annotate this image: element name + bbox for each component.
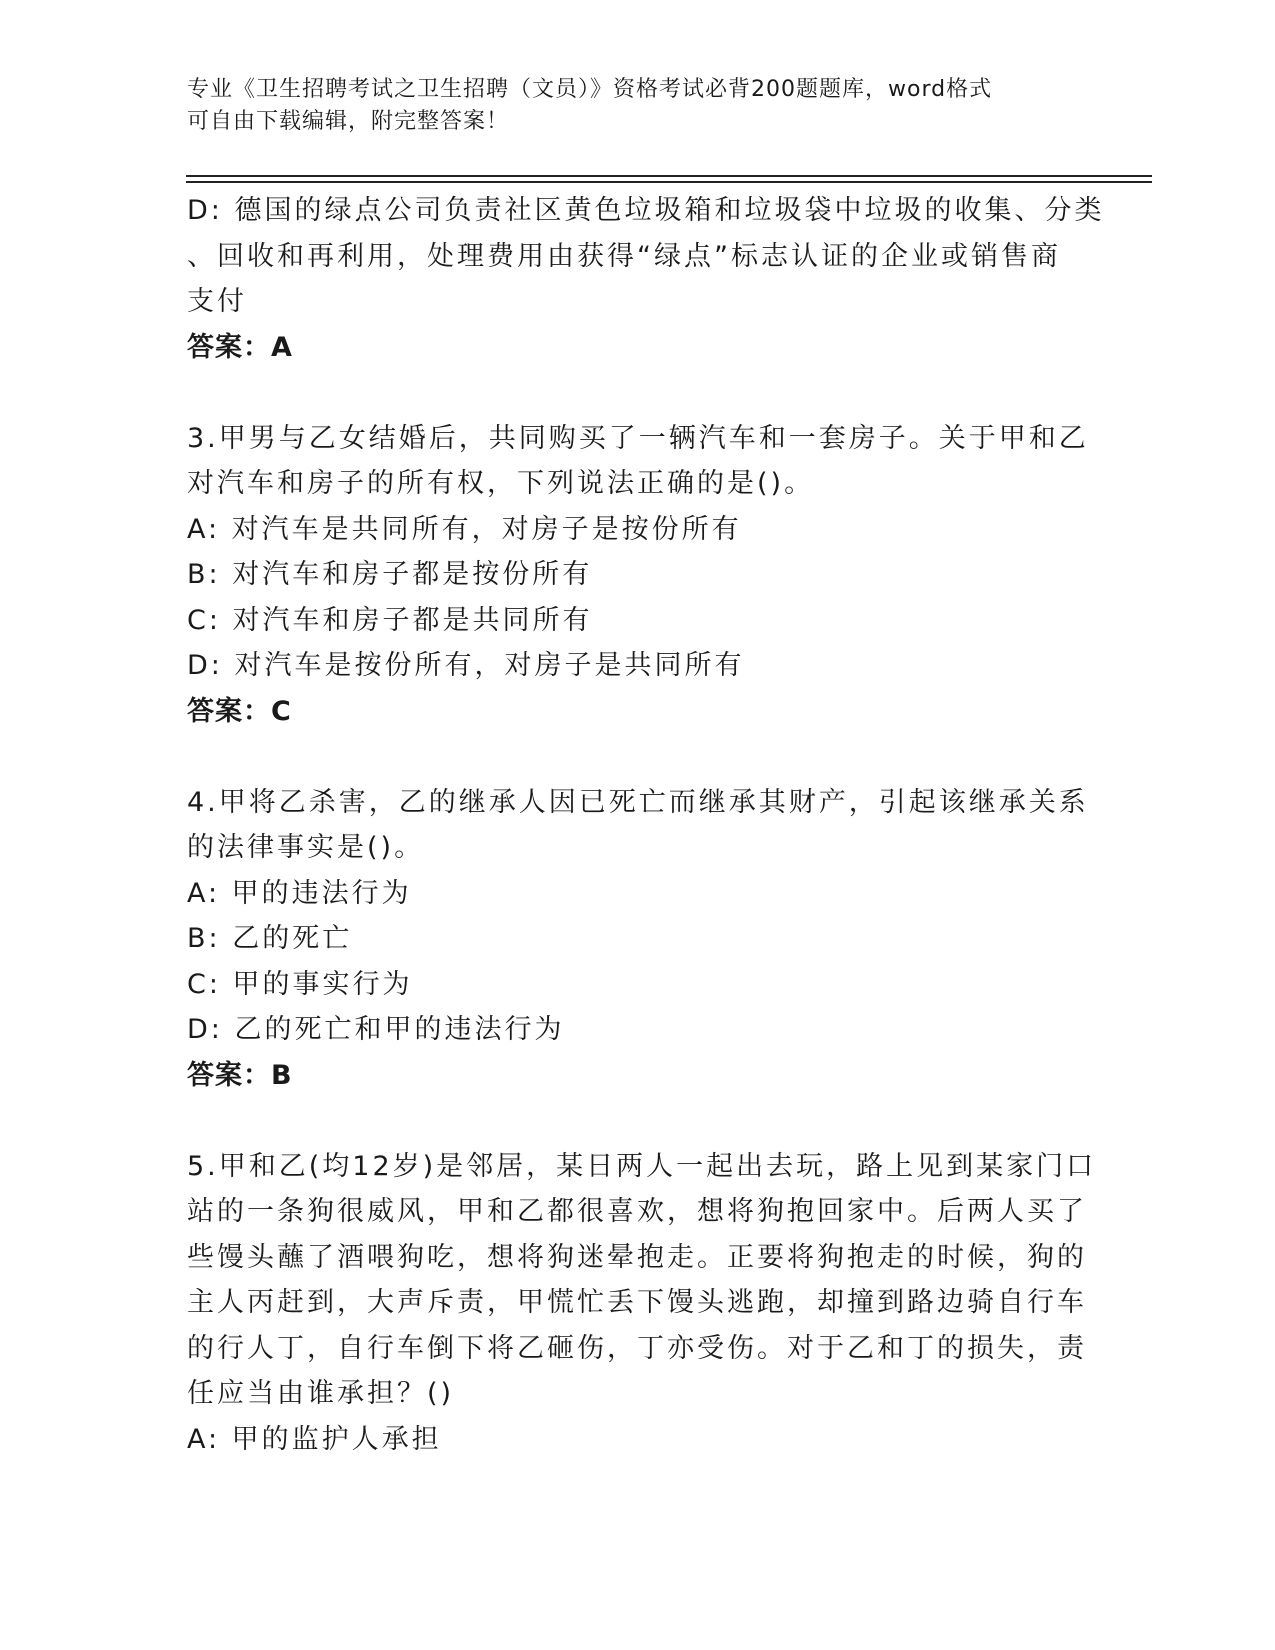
question-stem-line: 任应当由谁承担？() [187,1378,455,1409]
question-stem-line: 的法律事实是()。 [187,832,425,863]
option-c: C: 对汽车和房子都是共同所有 [187,604,593,636]
option-a: A: 对汽车是共同所有，对房子是按份所有 [187,513,742,545]
question-3 [187,416,1087,735]
question-stem-line: 5.甲和乙(均12岁)是邻居，某日两人一起出去玩，路上见到某家门口 [187,1150,1097,1182]
option-b: B: 乙的死亡 [187,923,353,954]
header-divider-top [186,175,1152,177]
option-d-line: 支付 [187,286,247,317]
answer-label: 答案：A [187,331,293,363]
question-stem-line: 主人丙赶到，大声斥责，甲慌忙丢下馒头逃跑，却撞到路边骑自行车 [187,1287,1087,1318]
spacer [187,370,1087,416]
option-d: D: 对汽车是按份所有，对房子是共同所有 [187,650,745,681]
header-line-1: 专业《卫生招聘考试之卫生招聘（文员）》资格考试必背200题题库，word格式 [187,77,993,102]
option-d-line: D: 德国的绿点公司负责社区黄色垃圾箱和垃圾袋中垃圾的收集、分类 [187,195,1105,226]
question-4 [187,780,1087,1099]
answer-label: 答案：B [187,1059,293,1091]
header-divider-bottom [186,181,1152,183]
option-a: A: 甲的监护人承担 [187,1423,442,1455]
question-stem-line: 对汽车和房子的所有权，下列说法正确的是()。 [187,468,815,499]
answer-label: 答案：C [187,695,292,727]
question-2-tail [187,188,1105,370]
question-stem-line: 的行人丁，自行车倒下将乙砸伤，丁亦受伤。对于乙和丁的损失，责 [187,1332,1087,1364]
question-5 [187,1144,1097,1463]
question-stem-line: 4.甲将乙杀害，乙的继承人因已死亡而继承其财产，引起该继承关系 [187,786,1089,818]
header-line-2: 可自由下载编辑，附完整答案！ [187,109,510,134]
question-stem-line: 些馒头蘸了酒喂狗吃，想将狗迷晕抱走。正要将狗抱走的时候，狗的 [187,1241,1087,1273]
option-d: D: 乙的死亡和甲的违法行为 [187,1014,565,1045]
option-a: A: 甲的违法行为 [187,877,412,909]
option-b: B: 对汽车和房子都是按份所有 [187,559,593,590]
document-header [187,74,1067,138]
option-c: C: 甲的事实行为 [187,968,413,1000]
spacer [187,734,1087,780]
option-d-line: 、回收和再利用，处理费用由获得“绿点”标志认证的企业或销售商 [187,240,1061,272]
document-body [187,188,1105,1462]
question-stem-line: 站的一条狗很威风，甲和乙都很喜欢，想将狗抱回家中。后两人买了 [187,1196,1087,1227]
question-stem-line: 3.甲男与乙女结婚后，共同购买了一辆汽车和一套房子。关于甲和乙 [187,422,1089,454]
spacer [187,1098,1087,1144]
